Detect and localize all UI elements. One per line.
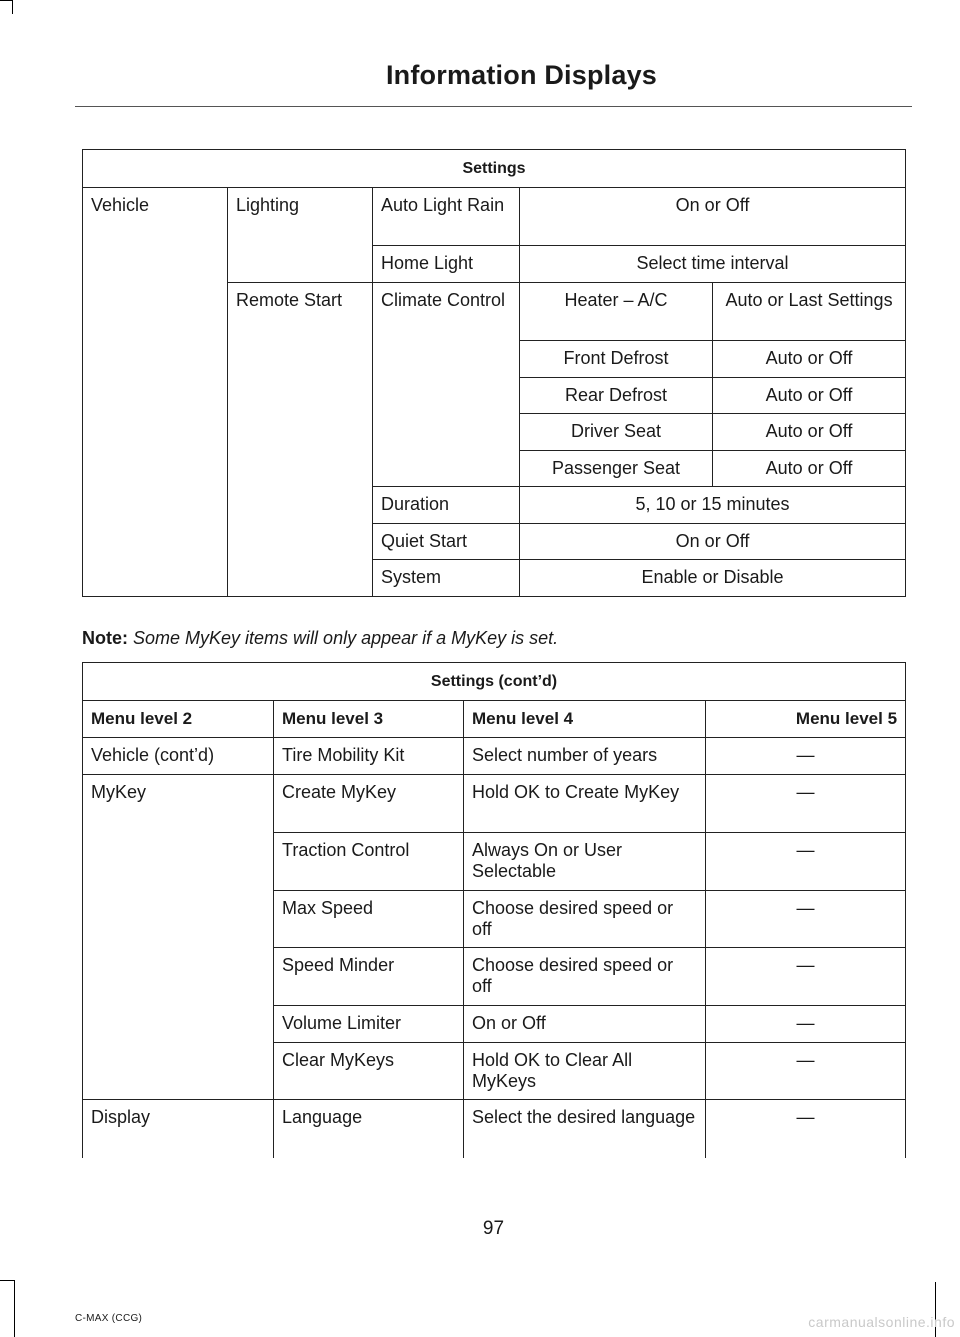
table-caption: Settings	[83, 150, 906, 188]
value-driver-seat: Auto or Off	[713, 414, 906, 451]
level5-dash: —	[706, 891, 906, 948]
table-caption: Settings (cont’d)	[83, 663, 906, 701]
note-label: Note:	[82, 628, 128, 648]
level5-driver-seat: Driver Seat	[520, 414, 713, 451]
level2-vehicle-cont: Vehicle (cont’d)	[83, 738, 274, 775]
note-text: Some MyKey items will only appear if a MyKey is set.	[133, 628, 559, 648]
level5-dash: —	[706, 775, 906, 833]
level4-traction-control: Always On or User Selectable	[464, 833, 706, 891]
level4-tire-kit: Select number of years	[464, 738, 706, 775]
level5-dash: —	[706, 1006, 906, 1043]
header-menu-level-4: Menu level 4	[464, 701, 706, 738]
level4-duration: Duration	[373, 487, 520, 524]
level4-create-mykey: Hold OK to Create MyKey	[464, 775, 706, 833]
mykey-note	[82, 628, 558, 649]
level4-max-speed: Choose desired speed or off	[464, 891, 706, 948]
level5-passenger-seat: Passenger Seat	[520, 451, 713, 487]
level4-system: System	[373, 560, 520, 597]
level3-traction-control: Traction Control	[274, 833, 464, 891]
level5-dash: —	[706, 738, 906, 775]
level5-front-defrost: Front Defrost	[520, 341, 713, 378]
level2-vehicle: Vehicle	[83, 188, 228, 597]
level4-climate-control: Climate Control	[373, 283, 520, 487]
level3-language: Language	[274, 1100, 464, 1158]
level3-create-mykey: Create MyKey	[274, 775, 464, 833]
value-rear-defrost: Auto or Off	[713, 378, 906, 414]
level4-clear-mykeys: Hold OK to Clear All MyKeys	[464, 1043, 706, 1100]
level2-mykey: MyKey	[83, 775, 274, 1100]
level4-home-light: Home Light	[373, 246, 520, 283]
level3-speed-minder: Speed Minder	[274, 948, 464, 1006]
value-home-light: Select time interval	[520, 246, 906, 283]
value-quiet-start: On or Off	[520, 524, 906, 560]
footer-model: C-MAX (CCG)	[75, 1313, 143, 1324]
level3-lighting: Lighting	[228, 188, 373, 283]
level3-volume-limiter: Volume Limiter	[274, 1006, 464, 1043]
level4-language: Select the desired language	[464, 1100, 706, 1158]
page-number: 97	[482, 1218, 505, 1239]
level4-speed-minder: Choose desired speed or off	[464, 948, 706, 1006]
level3-clear-mykeys: Clear MyKeys	[274, 1043, 464, 1100]
level3-remote-start: Remote Start	[228, 283, 373, 597]
settings-table	[82, 149, 906, 597]
level5-rear-defrost: Rear Defrost	[520, 378, 713, 414]
level5-dash: —	[706, 833, 906, 891]
level5-dash: —	[706, 1043, 906, 1100]
header-divider	[75, 106, 912, 107]
header-menu-level-3: Menu level 3	[274, 701, 464, 738]
value-system: Enable or Disable	[520, 560, 906, 597]
level4-quiet-start: Quiet Start	[373, 524, 520, 560]
value-heater-ac: Auto or Last Settings	[713, 283, 906, 341]
level5-dash: —	[706, 1100, 906, 1158]
watermark: carmanualsonline.info	[808, 1314, 955, 1330]
level3-tire-kit: Tire Mobility Kit	[274, 738, 464, 775]
crop-mark	[14, 1280, 15, 1337]
page-title: Information Displays	[385, 60, 657, 90]
value-front-defrost: Auto or Off	[713, 341, 906, 378]
level5-dash: —	[706, 948, 906, 1006]
crop-mark	[0, 1280, 14, 1281]
crop-mark	[0, 0, 12, 1]
value-duration: 5, 10 or 15 minutes	[520, 487, 906, 524]
header-menu-level-2: Menu level 2	[83, 701, 274, 738]
level2-display: Display	[83, 1100, 274, 1158]
header-menu-level-5: Menu level 5	[706, 701, 906, 738]
value-auto-light: On or Off	[520, 188, 906, 246]
level5-heater-ac: Heater – A/C	[520, 283, 713, 341]
level4-volume-limiter: On or Off	[464, 1006, 706, 1043]
crop-mark	[12, 0, 13, 14]
value-passenger-seat: Auto or Off	[713, 451, 906, 487]
level4-auto-light: Auto Light Rain	[373, 188, 520, 246]
settings-cont-table	[82, 662, 906, 1158]
level3-max-speed: Max Speed	[274, 891, 464, 948]
